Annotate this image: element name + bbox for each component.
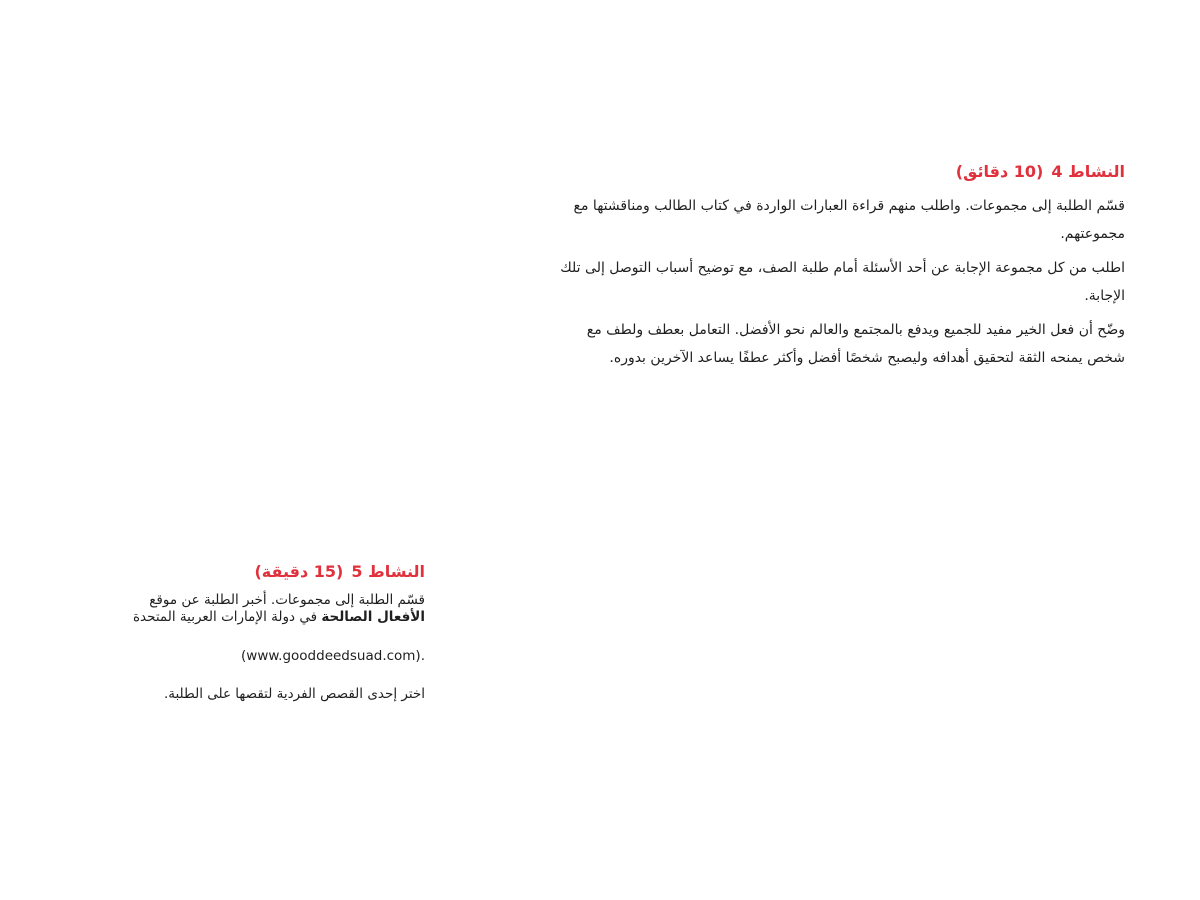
activity-5-paragraph-1 [100,592,425,626]
activity-4-duration: (10 دقائق) [955,162,1044,181]
activity-5-intro-line-1: قسّم الطلبة إلى مجموعات. أخبر الطلبة عن موقع [149,592,425,608]
activity-5-url-paragraph [100,648,425,664]
activity-4-heading [545,158,1125,186]
activity-5-instruction: اختر إحدى القصص الفردية لتقصها على الطلبة. [163,686,425,702]
activity-4-label: النشاط 4 [1051,162,1125,181]
activity-5-section [100,558,425,724]
activity-4-paragraph-1: قسّم الطلبة إلى مجموعات. واطلب منهم قراءة العبارات الواردة في كتاب الطالب ومناقشتها مع مجموعتهم. [573,198,1125,242]
activity-5-label: النشاط 5 [351,562,425,581]
activity-5-url: (www.gooddeedsuad.com). [241,648,425,664]
activity-5-intro-line-2: في دولة الإمارات العربية المتحدة [132,609,322,625]
activity-5-duration: (15 دقيقة) [254,562,344,581]
activity-4-paragraph-2: اطلب من كل مجموعة الإجابة عن أحد الأسئلة أمام طلبة الصف، مع توضيح أسباب التوصل إلى تلك الإجابة. [560,260,1125,304]
activity-4-section [545,158,1125,378]
activity-5-site-name: الأفعال الصالحة [321,609,425,625]
activity-4-paragraph-3: وضّح أن فعل الخير مفيد للجميع ويدفع بالمجتمع والعالم نحو الأفضل. التعامل بعطف ولطف مع شخص يمنحه الثقة لتحقيق أهدافه وليصبح شخصًا أفضل وأكثر عطفًا يساعد الآخرين بدوره. [586,322,1125,366]
activity-5-heading [100,558,425,586]
